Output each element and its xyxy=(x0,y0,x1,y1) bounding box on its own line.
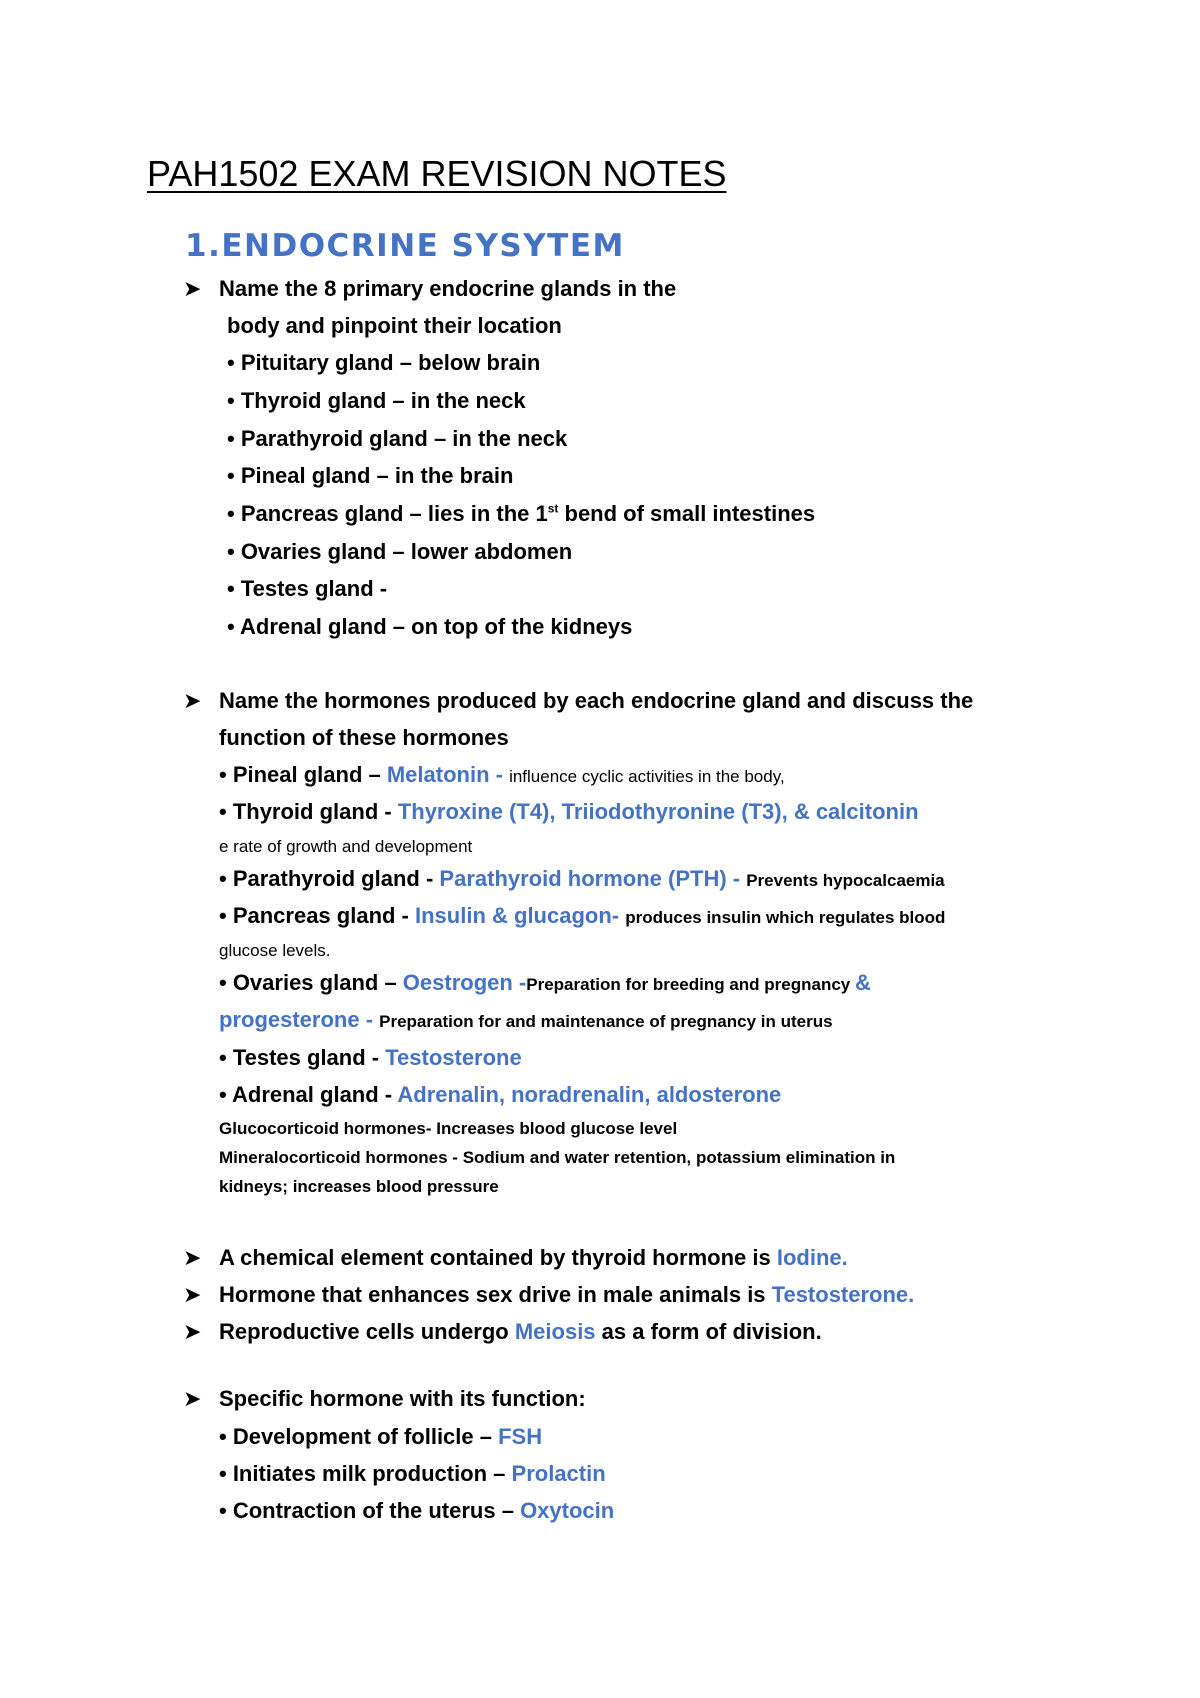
hormone-name: Adrenalin, noradrenalin, aldosterone xyxy=(397,1082,782,1107)
list-item: • Pineal gland – in the brain xyxy=(227,463,514,488)
arrowhead-icon: ➤ xyxy=(183,1245,202,1270)
item-answer: FSH xyxy=(498,1424,543,1449)
pancreas-text-b: bend of small intestines xyxy=(558,501,816,526)
gland-label: • Testes gland - xyxy=(219,1045,386,1070)
fact-iodine xyxy=(219,1245,848,1271)
section-heading: 1.ENDOCRINE SYSYTEM xyxy=(185,228,625,264)
list-item: • Parathyroid gland – in the neck xyxy=(227,426,568,451)
fact-answer: Testosterone. xyxy=(771,1282,915,1307)
q3-line1: Specific hormone with its function: xyxy=(219,1386,586,1411)
q2-line1: Name the hormones produced by each endocrine gland and discuss the xyxy=(219,688,974,713)
arrowhead-icon: ➤ xyxy=(183,1386,202,1411)
list-item-pancreas xyxy=(227,501,815,527)
list-item: • Ovaries gland – lower abdomen xyxy=(227,539,573,564)
arrowhead-icon: ➤ xyxy=(183,688,202,713)
fact-text: Reproductive cells undergo xyxy=(219,1319,515,1344)
superscript: st xyxy=(547,501,559,516)
list-item xyxy=(219,1461,606,1487)
hormone-function: Preparation for breeding and pregnancy xyxy=(526,975,855,994)
item-text: • Development of follicle – xyxy=(219,1424,499,1449)
fact-text: Hormone that enhances sex drive in male animals is xyxy=(219,1282,772,1307)
item-text: • Initiates milk production – xyxy=(219,1461,512,1486)
item-text: • Contraction of the uterus – xyxy=(219,1498,521,1523)
hormone-function: influence cyclic activities in the body, xyxy=(509,767,785,786)
hormone-name: Thyroxine (T4), Triiodothyronine (T3), & calcitonin xyxy=(397,799,919,824)
hormone-row-pancreas xyxy=(219,903,945,929)
list-item: • Pituitary gland – below brain xyxy=(227,350,541,375)
gland-label: • Pineal gland – xyxy=(219,762,387,787)
fact-testosterone xyxy=(219,1282,914,1308)
list-item: • Adrenal gland – on top of the kidneys xyxy=(227,614,633,639)
item-answer: Prolactin xyxy=(511,1461,606,1486)
hormone-row-progesterone xyxy=(219,1007,833,1033)
hormone-row-parathyroid xyxy=(219,866,945,892)
mineralocorticoid-note-cont: kidneys; increases blood pressure xyxy=(219,1177,499,1196)
arrowhead-icon: ➤ xyxy=(183,276,202,301)
fact-tail: as a form of division. xyxy=(595,1319,822,1344)
gland-label: • Pancreas gland - xyxy=(219,903,415,928)
hormone-row-ovaries xyxy=(219,970,871,996)
gland-label: • Ovaries gland – xyxy=(219,970,403,995)
page-title: PAH1502 EXAM REVISION NOTES xyxy=(147,153,727,194)
fact-answer: Iodine. xyxy=(776,1245,848,1270)
hormone-name: Insulin & glucagon- xyxy=(415,903,626,928)
hormone-row-pineal xyxy=(219,762,785,788)
q1-line1: Name the 8 primary endocrine glands in the xyxy=(219,276,677,301)
list-item: • Testes gland - xyxy=(227,576,388,601)
q2-line2: function of these hormones xyxy=(219,725,509,750)
arrowhead-icon: ➤ xyxy=(183,1319,202,1344)
pancreas-text-a: • Pancreas gland – lies in the 1 xyxy=(227,501,548,526)
pancreas-function-cont: glucose levels. xyxy=(219,941,331,960)
hormone-function: Prevents hypocalcaemia xyxy=(746,871,945,890)
item-answer: Oxytocin xyxy=(520,1498,615,1523)
fact-meiosis xyxy=(219,1319,822,1345)
hormone-row-testes xyxy=(219,1045,522,1071)
hormone-name: Testosterone xyxy=(385,1045,522,1070)
fact-text: A chemical element contained by thyroid hormone is xyxy=(219,1245,777,1270)
gland-label: • Parathyroid gland - xyxy=(219,866,440,891)
list-item xyxy=(219,1424,542,1450)
hormone-row-adrenal xyxy=(219,1082,781,1108)
q1-line2: body and pinpoint their location xyxy=(227,313,562,338)
fact-answer: Meiosis xyxy=(514,1319,596,1344)
ampersand: & xyxy=(854,970,871,995)
hormone-function: Preparation for and maintenance of pregnancy in uterus xyxy=(379,1012,833,1031)
hormone-name: progesterone - xyxy=(219,1007,380,1032)
gland-label: • Adrenal gland - xyxy=(219,1082,398,1107)
mineralocorticoid-note: Mineralocorticoid hormones - Sodium and water retention, potassium elimination in xyxy=(219,1148,896,1167)
glucocorticoid-note: Glucocorticoid hormones- Increases blood glucose level xyxy=(219,1119,678,1138)
hormone-name: Melatonin - xyxy=(386,762,510,787)
list-item: • Thyroid gland – in the neck xyxy=(227,388,526,413)
list-item xyxy=(219,1498,614,1524)
hormone-row-thyroid xyxy=(219,799,919,825)
hormone-name: Parathyroid hormone (PTH) - xyxy=(439,866,747,891)
arrowhead-icon: ➤ xyxy=(183,1282,202,1307)
hormone-name: Oestrogen - xyxy=(402,970,527,995)
thyroid-function: e rate of growth and development xyxy=(219,837,473,856)
hormone-function: produces insulin which regulates blood xyxy=(625,908,946,927)
gland-label: • Thyroid gland - xyxy=(219,799,398,824)
